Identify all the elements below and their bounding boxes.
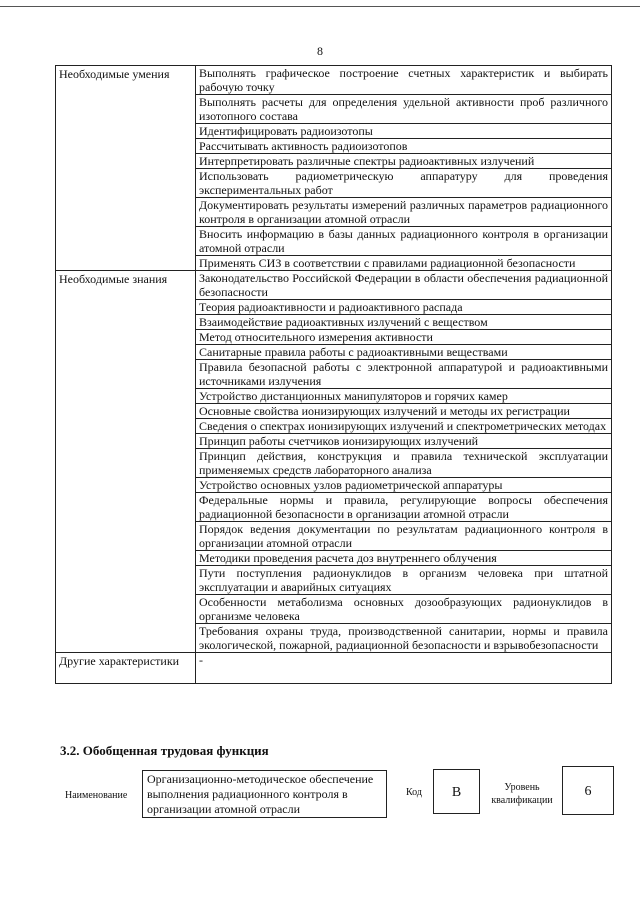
knowledge-category-cell: Необходимые знания [56, 271, 196, 653]
knowledge-item-cell: Метод относительного измерения активности [196, 330, 612, 345]
skills-item-cell: Документировать результаты измерений различных параметров радиационного контроля в организации атомной отрасли [196, 198, 612, 227]
skills-item-cell: Применять СИЗ в соответствии с правилами радиационной безопасности [196, 256, 612, 271]
other-category-cell: Другие характеристики [56, 653, 196, 684]
page-number: 8 [317, 44, 323, 58]
knowledge-item-cell: Сведения о спектрах ионизирующих излучений и спектрометрических методах [196, 419, 612, 434]
knowledge-row [56, 271, 612, 300]
knowledge-item-cell: Требования охраны труда, производственной санитарии, нормы и правила экологической, пожарной, радиационной безопасности и взрывобезопасности [196, 624, 612, 653]
skills-item-cell: Использовать радиометрическую аппаратуру для проведения экспериментальных работ [196, 169, 612, 198]
qualification-level-box: 6 [562, 766, 614, 815]
knowledge-item-cell: Принцип работы счетчиков ионизирующих излучений [196, 434, 612, 449]
knowledge-item-cell: Федеральные нормы и правила, регулирующие вопросы обеспечения радиационной безопасности в организации атомной отрасли [196, 493, 612, 522]
skills-row [56, 66, 612, 95]
skills-item-cell: Выполнять расчеты для определения удельной активности проб различного изотопного состава [196, 95, 612, 124]
name-label: Наименование [65, 790, 128, 801]
function-name-box: Организационно-методическое обеспечение выполнения радиационного контроля в организации атомной отрасли [142, 770, 387, 818]
skills-item-cell: Вносить информацию в базы данных радиационного контроля в организации атомной отрасли [196, 227, 612, 256]
requirements-table [55, 65, 612, 684]
skills-item-cell: Интерпретировать различные спектры радиоактивных излучений [196, 154, 612, 169]
knowledge-item-cell: Основные свойства ионизирующих излучений и методы их регистрации [196, 404, 612, 419]
knowledge-item-cell: Законодательство Российской Федерации в области обеспечения радиационной безопасности [196, 271, 612, 300]
knowledge-item-cell: Устройство основных узлов радиометрической аппаратуры [196, 478, 612, 493]
knowledge-item-cell: Санитарные правила работы с радиоактивными веществами [196, 345, 612, 360]
other-row [56, 653, 612, 684]
knowledge-item-cell: Порядок ведения документации по результатам радиационного контроля в организации атомной отрасли [196, 522, 612, 551]
skills-category-cell: Необходимые умения [56, 66, 196, 271]
code-label: Код [406, 787, 422, 798]
knowledge-item-cell: Устройство дистанционных манипуляторов и горячих камер [196, 389, 612, 404]
skills-item-cell: Рассчитывать активность радиоизотопов [196, 139, 612, 154]
knowledge-item-cell: Особенности метаболизма основных дозообразующих радионуклидов в организме человека [196, 595, 612, 624]
qualification-level-label: Уровень квалификации [491, 782, 553, 806]
section-title: 3.2. Обобщенная трудовая функция [60, 743, 269, 758]
code-box: B [433, 769, 480, 814]
skills-item-cell: Выполнять графическое построение счетных характеристик и выбирать рабочую точку [196, 66, 612, 95]
knowledge-item-cell: Теория радиоактивности и радиоактивного распада [196, 300, 612, 315]
knowledge-item-cell: Методики проведения расчета доз внутреннего облучения [196, 551, 612, 566]
knowledge-item-cell: Принцип действия, конструкция и правила технической эксплуатации применяемых средств лабораторного анализа [196, 449, 612, 478]
other-value-cell: - [196, 653, 612, 684]
knowledge-item-cell: Взаимодействие радиоактивных излучений с веществом [196, 315, 612, 330]
page-top-border [0, 6, 640, 7]
skills-item-cell: Идентифицировать радиоизотопы [196, 124, 612, 139]
knowledge-item-cell: Правила безопасной работы с электронной аппаратурой и радиоактивными источниками излучения [196, 360, 612, 389]
knowledge-item-cell: Пути поступления радионуклидов в организм человека при штатной эксплуатации и аварийных ситуациях [196, 566, 612, 595]
